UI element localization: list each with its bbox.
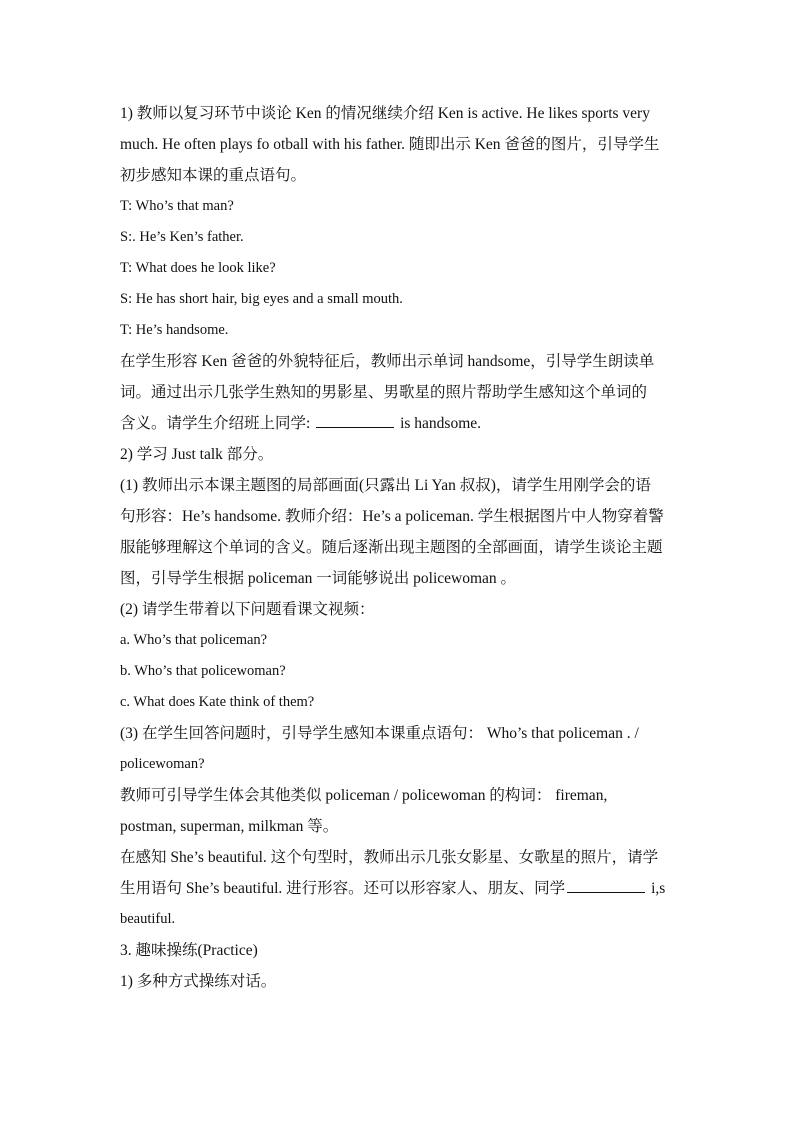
fill-in-suffix: is handsome. <box>396 415 481 432</box>
paragraph-line: 1) 教师以复习环节中谈论 Ken 的情况继续介绍 Ken is active. He likes sports very <box>120 105 650 122</box>
paragraph-line: 词。通过出示几张学生熟知的男影星、男歌星的照片帮助学生感知这个单词的 <box>120 384 648 401</box>
fill-in-line <box>120 408 676 439</box>
fill-in-suffix: i,s <box>647 880 666 897</box>
fill-in-blank <box>316 413 394 428</box>
paragraph-line: 教师可引导学生体会其他类似 policeman / policewoman 的构词： fireman, <box>120 787 608 804</box>
question-line: a. Who’s that policeman? <box>120 632 268 648</box>
fill-in-blank <box>567 878 645 893</box>
fill-in-prefix: 生用语句 She’s beautiful. 进行形容。还可以形容家人、朋友、同学 <box>120 880 566 897</box>
question-line: c. What does Kate think of them? <box>120 694 315 710</box>
paragraph-line: (2) 请学生带着以下问题看课文视频： <box>120 601 375 618</box>
dialogue-line: S:. He’s Ken’s father. <box>120 229 244 245</box>
question-line: b. Who’s that policewoman? <box>120 663 286 679</box>
fill-in-prefix: 含义。请学生介绍班上同学: <box>120 415 315 432</box>
fill-in-line <box>120 873 676 904</box>
paragraph-line: postman, superman, milkman 等。 <box>120 818 339 835</box>
paragraph-line: 句形容：He’s handsome. 教师介绍：He’s a policeman. 学生根据图片中人物穿着警 <box>120 508 664 525</box>
document-body <box>120 98 676 997</box>
paragraph-line: 服能够理解这个单词的含义。随后逐渐出现主题图的全部画面，请学生谈论主题 <box>120 539 663 556</box>
dialogue-line: T: What does he look like? <box>120 260 276 276</box>
paragraph-line: beautiful. <box>120 911 176 927</box>
section-heading: 1) 多种方式操练对话。 <box>120 973 277 990</box>
paragraph-line: policewoman? <box>120 756 205 772</box>
paragraph-line: (1) 教师出示本课主题图的局部画面(只露出 Li Yan 叔叔)，请学生用刚学会的语 <box>120 477 651 494</box>
paragraph-line: 在学生形容 Ken 爸爸的外貌特征后，教师出示单词 handsome，引导学生朗读单 <box>120 353 655 370</box>
dialogue-line: S: He has short hair, big eyes and a small mouth. <box>120 291 403 307</box>
paragraph-line: (3) 在学生回答问题时，引导学生感知本课重点语句： Who’s that policeman . / <box>120 725 639 742</box>
section-heading: 3. 趣味操练(Practice) <box>120 942 258 959</box>
paragraph-line: much. He often plays fo otball with his father. 随即出示 Ken 爸爸的图片，引导学生 <box>120 136 660 153</box>
dialogue-line: T: He’s handsome. <box>120 322 229 338</box>
paragraph-line: 图，引导学生根据 policeman 一词能够说出 policewoman 。 <box>120 570 517 587</box>
dialogue-line: T: Who’s that man? <box>120 198 234 214</box>
paragraph-line: 在感知 She’s beautiful. 这个句型时，教师出示几张女影星、女歌星的照片，请学 <box>120 849 659 866</box>
paragraph-line: 初步感知本课的重点语句。 <box>120 167 307 184</box>
section-heading: 2) 学习 Just talk 部分。 <box>120 446 274 463</box>
